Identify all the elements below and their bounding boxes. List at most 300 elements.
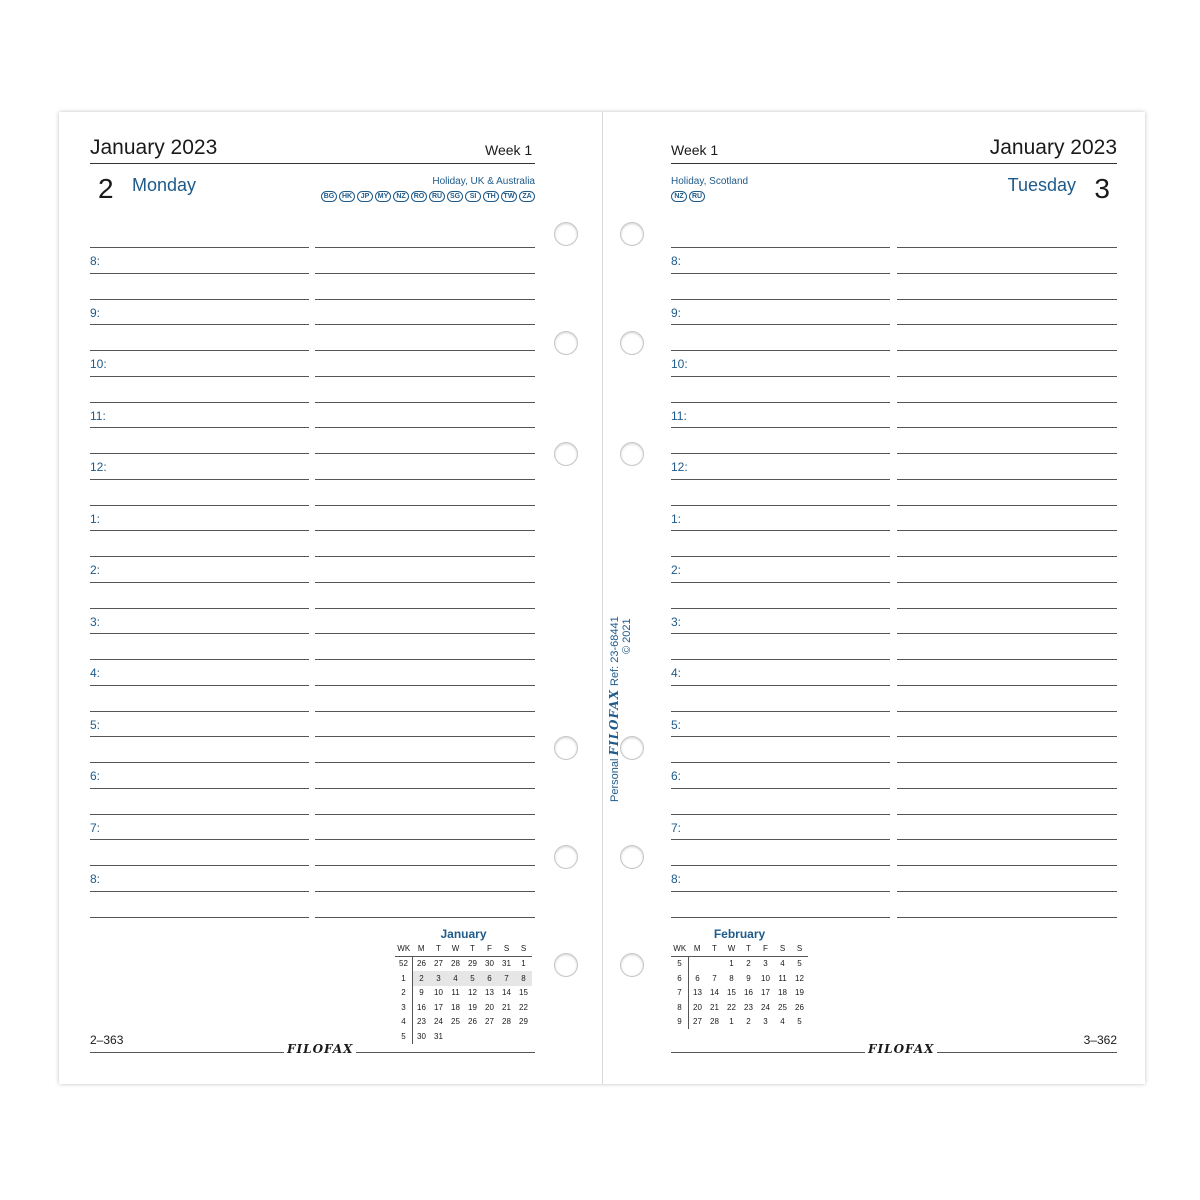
ruled-line xyxy=(315,505,535,506)
ruled-line xyxy=(671,608,890,609)
ruled-line xyxy=(897,814,1117,815)
date-cell: 7 xyxy=(712,973,717,983)
week-number: 7 xyxy=(671,986,689,1001)
punch-hole xyxy=(620,222,644,246)
country-badge: SG xyxy=(447,191,463,202)
date-cell: 27 xyxy=(693,1017,702,1027)
ruled-line xyxy=(897,839,1117,840)
ruled-line xyxy=(315,839,535,840)
ruled-line xyxy=(90,505,309,506)
hour-label: 1: xyxy=(671,512,682,526)
ruled-line xyxy=(315,247,535,248)
date-cell: 3 xyxy=(763,1017,768,1027)
date-cell: 26 xyxy=(417,959,426,969)
ruled-line xyxy=(671,376,890,377)
ruled-line xyxy=(671,505,890,506)
date-cell: 25 xyxy=(451,1017,460,1027)
hour-label: 6: xyxy=(90,769,101,783)
weekday-header: W xyxy=(723,941,740,956)
holiday-label: Holiday, Scotland xyxy=(671,176,749,187)
ruled-line xyxy=(90,324,309,325)
ruled-line xyxy=(90,530,309,531)
country-badge: RO xyxy=(411,191,427,202)
ruled-line xyxy=(315,299,535,300)
ruled-line xyxy=(315,402,535,403)
ruled-line xyxy=(671,427,890,428)
ruled-line xyxy=(897,891,1117,892)
ruled-line xyxy=(671,685,890,686)
country-badge: RU xyxy=(429,191,445,202)
mini-calendar-february xyxy=(671,927,808,1029)
day-number: 2 xyxy=(98,173,114,204)
date-cell: 21 xyxy=(710,1002,719,1012)
ruled-line xyxy=(897,505,1117,506)
date-cell: 27 xyxy=(434,959,443,969)
ruled-line xyxy=(315,917,535,918)
weekday-header: WK xyxy=(671,941,689,956)
ruled-line xyxy=(90,427,309,428)
country-badge: TH xyxy=(483,191,499,202)
punch-hole xyxy=(554,442,578,466)
date-cell: 31 xyxy=(502,959,511,969)
ruled-line xyxy=(90,788,309,789)
week-number: 1 xyxy=(395,971,413,986)
punch-hole xyxy=(620,845,644,869)
ruled-line xyxy=(315,556,535,557)
week-label: Week 1 xyxy=(671,142,719,158)
date-cell: 12 xyxy=(468,988,477,998)
ruled-line xyxy=(90,582,309,583)
week-number: 3 xyxy=(395,1000,413,1015)
date-cell: 5 xyxy=(797,1017,802,1027)
filofax-logo: FILOFAX xyxy=(284,1042,356,1056)
weekday-header: S xyxy=(774,941,791,956)
punch-hole xyxy=(620,953,644,977)
ruled-line xyxy=(315,608,535,609)
country-badges xyxy=(321,191,535,202)
weekday-header: F xyxy=(757,941,774,956)
ruled-line xyxy=(315,376,535,377)
date-cell: 4 xyxy=(780,1017,785,1027)
ruled-line xyxy=(90,736,309,737)
ruled-line xyxy=(897,736,1117,737)
date-cell xyxy=(515,1029,532,1044)
ruled-line xyxy=(671,273,890,274)
date-cell: 10 xyxy=(434,988,443,998)
ruled-line xyxy=(897,273,1117,274)
hour-label: 11: xyxy=(671,409,687,423)
ruled-line xyxy=(897,582,1117,583)
date-cell: 2 xyxy=(746,1017,751,1027)
country-badge: HK xyxy=(339,191,355,202)
holiday-label: Holiday, UK & Australia xyxy=(432,176,535,187)
date-cell: 28 xyxy=(502,1017,511,1027)
ruled-line xyxy=(315,273,535,274)
punch-hole xyxy=(554,736,578,760)
hour-label: 3: xyxy=(671,615,682,629)
country-badge: NZ xyxy=(671,191,687,202)
hour-label: 4: xyxy=(671,666,682,680)
date-cell: 7 xyxy=(498,971,515,986)
spine-imprint xyxy=(607,616,633,802)
date-cell: 2 xyxy=(746,959,751,969)
punch-hole xyxy=(554,845,578,869)
date-cell: 14 xyxy=(710,988,719,998)
week-row xyxy=(671,956,808,971)
ruled-line xyxy=(315,762,535,763)
hour-label: 12: xyxy=(671,460,688,474)
date-cell: 26 xyxy=(468,1017,477,1027)
weekday-header: WK xyxy=(395,941,413,956)
week-row xyxy=(395,1015,532,1030)
week-row xyxy=(671,971,808,986)
ruled-line xyxy=(897,556,1117,557)
date-cell: 5 xyxy=(464,971,481,986)
date-cell: 3 xyxy=(430,971,447,986)
week-row xyxy=(671,986,808,1001)
ruled-line xyxy=(90,608,309,609)
hour-label: 2: xyxy=(671,563,682,577)
ruled-line xyxy=(90,273,309,274)
hour-label: 8: xyxy=(671,872,682,886)
week-number: 8 xyxy=(671,1000,689,1015)
ruled-line xyxy=(90,376,309,377)
ruled-line xyxy=(315,324,535,325)
hour-label: 12: xyxy=(90,460,107,474)
ruled-line xyxy=(315,479,535,480)
weekday-header: S xyxy=(791,941,808,956)
ruled-line xyxy=(90,865,309,866)
ruled-line xyxy=(90,659,309,660)
ruled-line xyxy=(671,582,890,583)
date-cell xyxy=(689,956,707,971)
country-badge: TW xyxy=(501,191,517,202)
date-cell: 26 xyxy=(795,1002,804,1012)
date-cell: 9 xyxy=(746,973,751,983)
date-cell: 1 xyxy=(521,959,526,969)
ruled-line xyxy=(90,685,309,686)
ruled-line xyxy=(90,453,309,454)
date-cell: 25 xyxy=(778,1002,787,1012)
week-number: 2 xyxy=(395,986,413,1001)
ruled-line xyxy=(897,402,1117,403)
date-cell: 13 xyxy=(485,988,494,998)
date-cell: 15 xyxy=(519,988,528,998)
week-number: 52 xyxy=(395,956,413,971)
filofax-logo: FILOFAX xyxy=(865,1042,937,1056)
weekday-header: W xyxy=(447,941,464,956)
day-number: 3 xyxy=(1094,173,1110,204)
weekday-header: M xyxy=(413,941,431,956)
hour-label: 5: xyxy=(90,718,101,732)
hour-label: 8: xyxy=(90,254,101,268)
page-number: 2–363 xyxy=(90,1033,124,1047)
hour-label: 2: xyxy=(90,563,101,577)
ruled-line xyxy=(315,736,535,737)
mini-calendar-title: February xyxy=(713,927,766,941)
ruled-line xyxy=(90,299,309,300)
hour-label: 8: xyxy=(90,872,101,886)
date-cell: 11 xyxy=(778,973,787,983)
date-cell: 19 xyxy=(795,988,804,998)
ruled-line xyxy=(671,788,890,789)
ruled-line xyxy=(897,633,1117,634)
spine-copyright: © 2021 xyxy=(621,618,633,654)
spine-ref: Ref: 23-68441 xyxy=(609,616,621,686)
punch-hole xyxy=(620,442,644,466)
country-badge: SI xyxy=(465,191,481,202)
date-cell: 17 xyxy=(434,1002,443,1012)
date-cell: 15 xyxy=(727,988,736,998)
ruled-line xyxy=(315,582,535,583)
weekday-header: T xyxy=(740,941,757,956)
ruled-line xyxy=(315,788,535,789)
day-name: Tuesday xyxy=(1007,175,1076,195)
date-cell: 11 xyxy=(451,988,460,998)
date-cell: 8 xyxy=(515,971,532,986)
ruled-line xyxy=(897,299,1117,300)
ruled-line xyxy=(671,299,890,300)
ruled-line xyxy=(897,685,1117,686)
date-cell: 8 xyxy=(729,973,734,983)
country-badges xyxy=(671,191,705,202)
ruled-line xyxy=(90,891,309,892)
date-cell: 24 xyxy=(761,1002,770,1012)
week-row xyxy=(395,1029,532,1044)
date-cell: 21 xyxy=(502,1002,511,1012)
date-cell: 4 xyxy=(447,971,464,986)
weekday-header: S xyxy=(515,941,532,956)
ruled-line xyxy=(90,479,309,480)
week-label: Week 1 xyxy=(485,142,533,158)
ruled-line xyxy=(315,865,535,866)
ruled-line xyxy=(315,453,535,454)
ruled-line xyxy=(671,556,890,557)
country-badge: JP xyxy=(357,191,373,202)
date-cell: 28 xyxy=(710,1017,719,1027)
ruled-line xyxy=(315,814,535,815)
date-cell: 6 xyxy=(695,973,700,983)
diary-spread xyxy=(59,112,1145,1084)
date-cell: 18 xyxy=(778,988,787,998)
ruled-line xyxy=(90,711,309,712)
date-cell: 30 xyxy=(417,1031,426,1041)
date-cell: 24 xyxy=(434,1017,443,1027)
mini-calendar-title: January xyxy=(440,927,487,941)
day-name: Monday xyxy=(132,175,197,195)
date-cell xyxy=(706,956,723,971)
ruled-line xyxy=(897,427,1117,428)
mini-calendar-january xyxy=(395,927,532,1044)
week-number: 5 xyxy=(395,1029,413,1044)
ruled-line xyxy=(671,711,890,712)
date-cell: 1 xyxy=(729,959,734,969)
week-number: 5 xyxy=(671,956,689,971)
ruled-line xyxy=(90,762,309,763)
date-cell: 4 xyxy=(780,959,785,969)
month-title: January 2023 xyxy=(989,136,1117,159)
weekday-header: T xyxy=(464,941,481,956)
week-row xyxy=(395,986,532,1001)
date-cell xyxy=(481,1029,498,1044)
ruled-line xyxy=(671,891,890,892)
ruled-line xyxy=(90,350,309,351)
ruled-line xyxy=(90,814,309,815)
ruled-line xyxy=(671,814,890,815)
ruled-line xyxy=(90,839,309,840)
date-cell: 1 xyxy=(729,1017,734,1027)
hour-label: 11: xyxy=(90,409,106,423)
punch-hole xyxy=(620,331,644,355)
ruled-line xyxy=(897,608,1117,609)
date-cell: 31 xyxy=(434,1031,443,1041)
ruled-line xyxy=(897,376,1117,377)
country-badge: ZA xyxy=(519,191,535,202)
date-cell: 16 xyxy=(744,988,753,998)
ruled-line xyxy=(671,917,890,918)
ruled-line xyxy=(315,427,535,428)
ruled-line xyxy=(897,762,1117,763)
country-badge: NZ xyxy=(393,191,409,202)
date-cell: 19 xyxy=(468,1002,477,1012)
ruled-line xyxy=(897,659,1117,660)
date-cell: 3 xyxy=(763,959,768,969)
header-rule xyxy=(671,163,1117,164)
left-page xyxy=(59,112,602,1084)
ruled-line xyxy=(315,659,535,660)
hour-label: 1: xyxy=(90,512,101,526)
date-cell: 27 xyxy=(485,1017,494,1027)
week-row xyxy=(671,1000,808,1015)
weekday-header: M xyxy=(689,941,707,956)
country-badge: MY xyxy=(375,191,391,202)
ruled-line xyxy=(671,402,890,403)
ruled-line xyxy=(671,839,890,840)
date-cell: 14 xyxy=(502,988,511,998)
hour-label: 6: xyxy=(671,769,682,783)
date-cell: 18 xyxy=(451,1002,460,1012)
punch-hole xyxy=(554,331,578,355)
ruled-line xyxy=(897,865,1117,866)
hour-label: 7: xyxy=(671,821,682,835)
spine-logo: FILOFAX xyxy=(607,689,621,756)
ruled-line xyxy=(897,350,1117,351)
week-row xyxy=(395,1000,532,1015)
ruled-line xyxy=(897,530,1117,531)
weekday-header: T xyxy=(430,941,447,956)
date-cell: 16 xyxy=(417,1002,426,1012)
hour-label: 3: xyxy=(90,615,101,629)
week-row xyxy=(395,971,532,986)
ruled-line xyxy=(90,633,309,634)
ruled-line xyxy=(897,453,1117,454)
hour-label: 7: xyxy=(90,821,101,835)
date-cell: 10 xyxy=(761,973,770,983)
weekday-header: S xyxy=(498,941,515,956)
date-cell: 13 xyxy=(693,988,702,998)
date-cell: 9 xyxy=(419,988,424,998)
date-cell: 5 xyxy=(797,959,802,969)
mini-calendar-table xyxy=(671,941,808,1029)
ruled-line xyxy=(90,556,309,557)
date-cell: 20 xyxy=(693,1002,702,1012)
country-badge: RU xyxy=(689,191,705,202)
ruled-line xyxy=(671,530,890,531)
date-cell xyxy=(498,1029,515,1044)
ruled-line xyxy=(671,762,890,763)
ruled-line xyxy=(315,891,535,892)
header-rule xyxy=(90,163,535,164)
week-number: 4 xyxy=(395,1015,413,1030)
ruled-line xyxy=(671,247,890,248)
hour-label: 8: xyxy=(671,254,682,268)
ruled-line xyxy=(671,324,890,325)
date-cell: 29 xyxy=(519,1017,528,1027)
date-cell: 22 xyxy=(519,1002,528,1012)
date-cell: 20 xyxy=(485,1002,494,1012)
hour-label: 9: xyxy=(90,306,101,320)
ruled-line xyxy=(897,247,1117,248)
ruled-line xyxy=(897,917,1117,918)
ruled-line xyxy=(315,711,535,712)
date-cell: 6 xyxy=(481,971,498,986)
page-number: 3–362 xyxy=(1083,1033,1117,1047)
ruled-line xyxy=(90,247,309,248)
ruled-line xyxy=(315,685,535,686)
date-cell: 29 xyxy=(468,959,477,969)
hour-label: 10: xyxy=(90,357,107,371)
date-cell xyxy=(464,1029,481,1044)
ruled-line xyxy=(671,736,890,737)
hour-label: 5: xyxy=(671,718,682,732)
punch-hole xyxy=(554,222,578,246)
ruled-line xyxy=(897,711,1117,712)
hour-label: 9: xyxy=(671,306,682,320)
month-title: January 2023 xyxy=(90,136,218,159)
date-cell: 17 xyxy=(761,988,770,998)
date-cell: 30 xyxy=(485,959,494,969)
date-cell: 23 xyxy=(417,1017,426,1027)
mini-calendar-table xyxy=(395,941,532,1044)
week-row xyxy=(395,956,532,971)
hour-label: 4: xyxy=(90,666,101,680)
date-cell: 12 xyxy=(795,973,804,983)
weekday-header: F xyxy=(481,941,498,956)
week-row xyxy=(671,1015,808,1030)
date-cell: 28 xyxy=(451,959,460,969)
ruled-line xyxy=(671,865,890,866)
ruled-line xyxy=(315,633,535,634)
week-number: 9 xyxy=(671,1015,689,1030)
punch-hole xyxy=(554,953,578,977)
ruled-line xyxy=(90,402,309,403)
ruled-line xyxy=(315,350,535,351)
ruled-line xyxy=(897,479,1117,480)
weekday-header: T xyxy=(706,941,723,956)
ruled-line xyxy=(671,479,890,480)
ruled-line xyxy=(671,350,890,351)
ruled-line xyxy=(897,788,1117,789)
hour-label: 10: xyxy=(671,357,688,371)
country-badge: BG xyxy=(321,191,337,202)
week-number: 6 xyxy=(671,971,689,986)
ruled-line xyxy=(897,324,1117,325)
date-cell: 22 xyxy=(727,1002,736,1012)
ruled-line xyxy=(671,453,890,454)
date-cell: 23 xyxy=(744,1002,753,1012)
ruled-line xyxy=(315,530,535,531)
spine-format: Personal xyxy=(609,758,621,802)
